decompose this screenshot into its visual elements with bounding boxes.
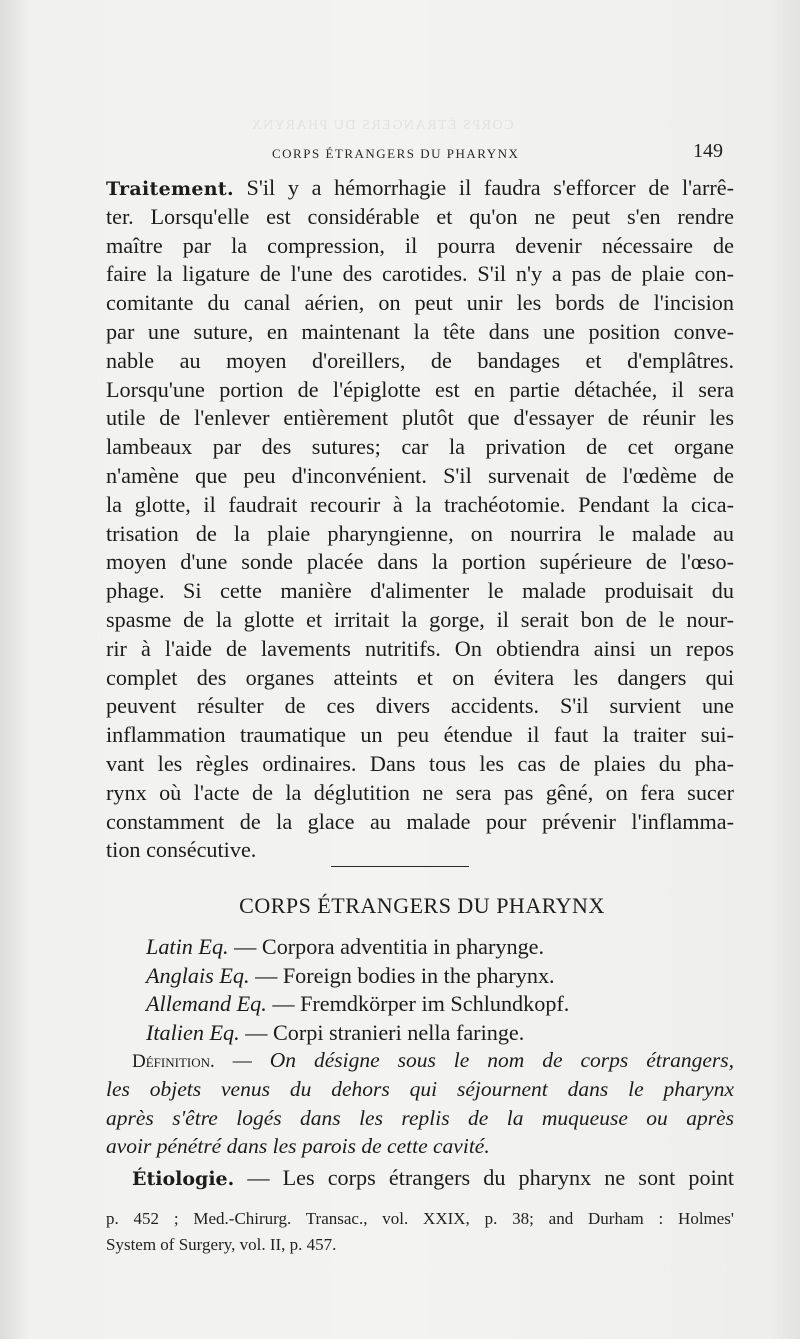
text-line: tion consécutive.: [106, 837, 257, 863]
etiology-lead: Étiologie.: [132, 1168, 235, 1190]
text-line: faire la ligature de l'une des carotides. S'il n'y a pas de plaie con-: [106, 261, 734, 287]
text-line: constamment de la glace au malade pour prévenir l'inflamma-: [106, 808, 734, 834]
equivalent-german: Allemand Eq. — Fremdkörper im Schlundkopf.: [146, 991, 570, 1016]
text-line: maître par la compression, il pourra devenir nécessaire de: [106, 232, 734, 258]
text-line: moyen d'une sonde placée dans la portion supérieure de l'œso-: [106, 549, 734, 575]
text-line: rynx où l'acte de la déglutition ne sera pas gêné, on fera sucer: [106, 779, 734, 805]
footnote-line: p. 452 ; Med.-Chirurg. Transac., vol. XXIX, p. 38; and Durham : Holmes': [106, 1209, 734, 1228]
etiology-paragraph: [106, 1164, 734, 1193]
text-line: utile de l'enlever entièrement plutôt que d'essayer de réunir les: [106, 405, 734, 431]
text-line: Étiologie. — Les corps étrangers du pharynx ne sont point: [132, 1165, 734, 1190]
equivalent-english: Anglais Eq. — Foreign bodies in the pharynx.: [146, 962, 555, 988]
text-line: avoir pénétré dans les parois de cette cavité.: [106, 1134, 490, 1159]
equivalent-latin: Latin Eq. — Corpora adventitia in pharynge.: [146, 934, 545, 959]
text-line: phage. Si cette manière d'alimenter le malade produisait du: [106, 578, 734, 604]
section-heading: CORPS ÉTRANGERS DU PHARYNX: [239, 893, 605, 918]
text-line: spasme de la glotte et irritait la gorge, il serait bon de le nour-: [106, 606, 734, 632]
text-line: Lorsqu'une portion de l'épiglotte est en partie détachée, il sera: [106, 376, 734, 402]
section-divider: [331, 866, 469, 867]
definition-paragraph: [106, 1046, 734, 1161]
equivalents-list: [146, 933, 746, 1047]
text-line: rir à l'aide de lavements nutritifs. On obtiendra ainsi un repos: [106, 635, 734, 661]
text-line: par une suture, en maintenant la tête dans une position conve-: [106, 318, 734, 344]
text-line: les objets venus du dehors qui séjournent dans le pharynx: [106, 1076, 734, 1101]
text-line: Traitement. S'il y a hémorrhagie il faudra s'efforcer de l'arrê-: [106, 175, 734, 200]
text-line: trisation de la plaie pharyngienne, on nourrira le malade au: [106, 520, 734, 546]
text-line: Définition. — On désigne sous le nom de corps étrangers,: [132, 1048, 734, 1072]
body-text: [106, 174, 734, 865]
definition-lead: Définition.: [132, 1051, 215, 1072]
page-number: 149: [693, 140, 723, 162]
text-line: ter. Lorsqu'elle est considérable et qu'on ne peut s'en rendre: [106, 203, 734, 229]
text-line: n'amène que peu d'inconvénient. S'il survenait de l'œdème de: [106, 462, 734, 488]
text-line: la glotte, il faudrait recourir à la trachéotomie. Pendant la cica-: [106, 491, 734, 517]
running-title: CORPS ÉTRANGERS DU PHARYNX: [272, 146, 520, 161]
footnotes: [106, 1206, 734, 1258]
footnote-line: System of Surgery, vol. II, p. 457.: [106, 1235, 337, 1254]
text-line: après s'être logés dans les replis de la muqueuse ou après: [106, 1105, 734, 1130]
show-through-text: CORPS ÉTRANGERS DU PHARYNX: [250, 118, 514, 133]
text-line: comitante du canal aérien, on peut unir les bords de l'incision: [106, 290, 734, 316]
text-line: complet des organes atteints et on évitera les dangers qui: [106, 664, 734, 690]
paragraph-lead: Traitement.: [106, 178, 234, 200]
equivalent-italian: Italien Eq. — Corpi stranieri nella faringe.: [146, 1019, 525, 1045]
text-line: vant les règles ordinaires. Dans tous les cas de plaies du pha-: [106, 750, 734, 776]
text-line: inflammation traumatique un peu étendue il faut la traiter sui-: [106, 722, 734, 748]
text-line: lambeaux par des sutures; car la privation de cet organe: [106, 434, 734, 460]
text-line: peuvent résulter de ces divers accidents. S'il survient une: [106, 693, 734, 719]
text-line: nable au moyen d'oreillers, de bandages et d'emplâtres.: [106, 347, 734, 373]
running-head: [0, 140, 800, 170]
